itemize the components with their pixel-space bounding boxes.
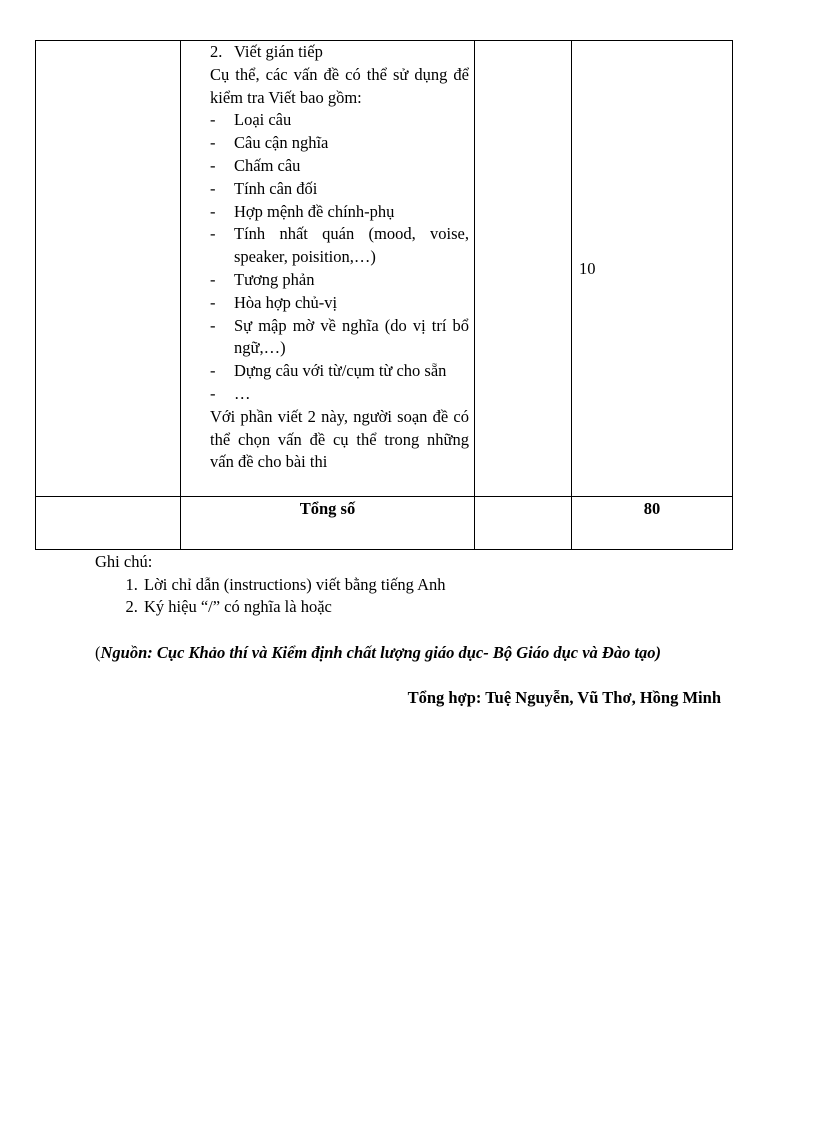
notes-section xyxy=(95,551,446,619)
list-item-text: Hợp mệnh đề chính-phụ xyxy=(234,201,395,221)
list-item xyxy=(210,292,469,315)
notes-title: Ghi chú: xyxy=(95,552,153,571)
bullet-dash: - xyxy=(210,133,216,153)
total-row xyxy=(36,497,733,550)
total-label: Tổng số xyxy=(181,497,475,550)
list-item-text: Sự mập mờ về nghĩa (do vị trí bổ ngữ,…) xyxy=(234,315,469,358)
bullet-dash: - xyxy=(210,155,216,175)
source-text: Nguồn: Cục Khảo thí và Kiểm định chất lượng giáo dục- Bộ Giáo dục và Đào tạo) xyxy=(100,643,662,662)
writing-row xyxy=(36,41,733,497)
list-item-text: Tính nhất quán (mood, voise, speaker, poisition,…) xyxy=(234,224,469,267)
section-heading xyxy=(210,41,469,64)
bullet-dash: - xyxy=(210,269,216,289)
list-item xyxy=(210,360,469,383)
writing-content-cell xyxy=(181,41,475,497)
empty-cell xyxy=(36,41,181,497)
section-title: Viết gián tiếp xyxy=(234,42,323,61)
intro-text: Cụ thể, các vấn đề có thể sử dụng để kiểm tra Viết bao gồm: xyxy=(210,64,469,107)
bullet-dash: - xyxy=(210,315,216,335)
list-item xyxy=(210,155,469,178)
list-item-text: Tương phản xyxy=(234,269,315,289)
bullet-dash: - xyxy=(210,292,216,312)
list-item-text: Hòa hợp chủ-vị xyxy=(234,292,338,312)
note-item: 1. Lời chỉ dẫn (instructions) viết bằng tiếng Anh xyxy=(142,574,446,597)
bullet-dash: - xyxy=(210,224,216,244)
list-item xyxy=(210,201,469,224)
list-item-text: Dựng câu với từ/cụm từ cho sẵn xyxy=(234,361,447,381)
empty-cell xyxy=(36,497,181,550)
outro-text: Với phần viết 2 này, người soạn đề có thể chọn vấn đề cụ thể trong những vấn đề cho bài thi xyxy=(210,406,469,472)
list-item xyxy=(210,132,469,155)
list-item-text: … xyxy=(234,383,251,403)
note-item: 2. Ký hiệu “/” có nghĩa là hoặc xyxy=(142,596,446,619)
bullet-dash: - xyxy=(210,201,216,221)
list-item xyxy=(210,315,469,361)
section-number: 2. xyxy=(210,42,223,61)
list-item-text: Tính cân đối xyxy=(234,178,318,198)
list-item xyxy=(210,269,469,292)
list-item-text: Loại câu xyxy=(234,110,292,130)
source-citation xyxy=(95,641,715,664)
bullet-dash: - xyxy=(210,110,216,130)
empty-cell xyxy=(475,497,572,550)
writing-spec-table xyxy=(35,40,733,550)
list-item-text: Câu cận nghĩa xyxy=(234,133,329,153)
list-item xyxy=(210,383,469,406)
notes-list xyxy=(95,574,446,619)
list-item xyxy=(210,109,469,132)
score-cell: 10 xyxy=(572,41,733,497)
total-value: 80 xyxy=(572,497,733,550)
empty-cell xyxy=(475,41,572,497)
list-item-text: Chấm câu xyxy=(234,155,301,175)
bullet-dash: - xyxy=(210,178,216,198)
list-item xyxy=(210,178,469,201)
source-open-paren: ( xyxy=(95,643,101,662)
list-item xyxy=(210,223,469,269)
bullet-dash: - xyxy=(210,361,216,381)
bullet-dash: - xyxy=(210,383,216,403)
compiled-by: Tổng hợp: Tuệ Nguyễn, Vũ Thơ, Hồng Minh xyxy=(407,688,721,707)
